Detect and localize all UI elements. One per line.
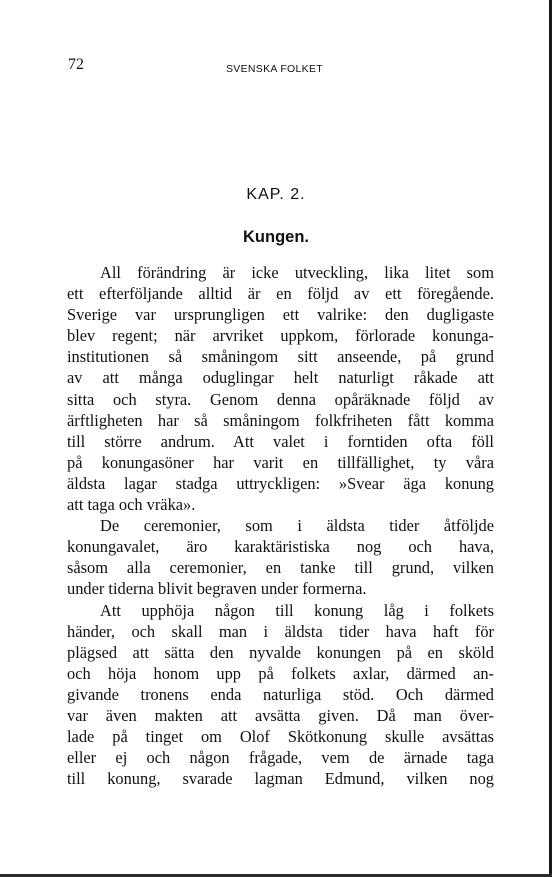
text-line: att taga och vräka».: [67, 495, 196, 515]
text-line: under tiderna blivit begraven under formerna.: [67, 579, 367, 599]
text-line: händer, och skall man i äldsta tider hava haft för: [67, 621, 494, 641]
text-line: De ceremonier, som i äldsta tider åtföljde: [100, 516, 494, 536]
text-line: äldsta lagar stadga uttryckligen: »Svear äga konung: [67, 473, 494, 493]
text-line: blev regent; när arvriket uppkom, förlorade konunga-: [67, 326, 494, 346]
text-line: Att upphöja någon till konung låg i folkets: [100, 600, 494, 620]
text-line: konungavalet, äro karaktäristiska nog och hava,: [67, 537, 494, 557]
running-head: SVENSKA FOLKET: [226, 63, 323, 75]
text-line: All förändring är icke utveckling, lika litet som: [100, 263, 494, 282]
chapter-title: Kungen.: [243, 228, 309, 246]
text-line: ärftligheten har så småningom folkfriheten fått komma: [67, 410, 494, 430]
text-line: ett efterföljande alltid är en följd av ett föregående.: [67, 284, 494, 304]
body-text: [67, 262, 494, 789]
text-line: plägsed att sätta den nyvalde konungen på en sköld: [67, 642, 494, 662]
text-line: eller ej och någon frågade, vem de ärnade taga: [67, 748, 494, 768]
text-line: till konung, svarade lagman Edmund, vilken nog: [67, 769, 494, 789]
text-line: såsom alla ceremonier, en tanke till grund, vilken: [67, 558, 494, 578]
text-line: var även makten att avsätta given. Då man över-: [67, 705, 494, 725]
text-line: lade på tinget om Olof Skötkonung skulle avsättas: [67, 727, 494, 747]
text-line: på konungasöner har varit en tillfällighet, ty våra: [67, 452, 494, 472]
text-line: av att många oduglingar helt naturligt råkade att: [67, 368, 494, 388]
text-line: och höja honom upp på folkets axlar, därmed an-: [67, 663, 494, 683]
page-number: 72: [68, 56, 84, 73]
text-line: givande tronens enda naturliga stöd. Och därmed: [67, 684, 494, 704]
text-line: Sverige var ursprungligen ett valrike: den dugligaste: [67, 305, 494, 325]
text-line: sitta och styra. Genom denna opåräknade följd av: [67, 389, 494, 409]
text-line: till större andrum. Att valet i forntiden ofta föll: [67, 431, 494, 451]
chapter-label: KAP. 2.: [246, 186, 306, 203]
text-line: institutionen så småningom sitt anseende, på grund: [67, 347, 494, 367]
